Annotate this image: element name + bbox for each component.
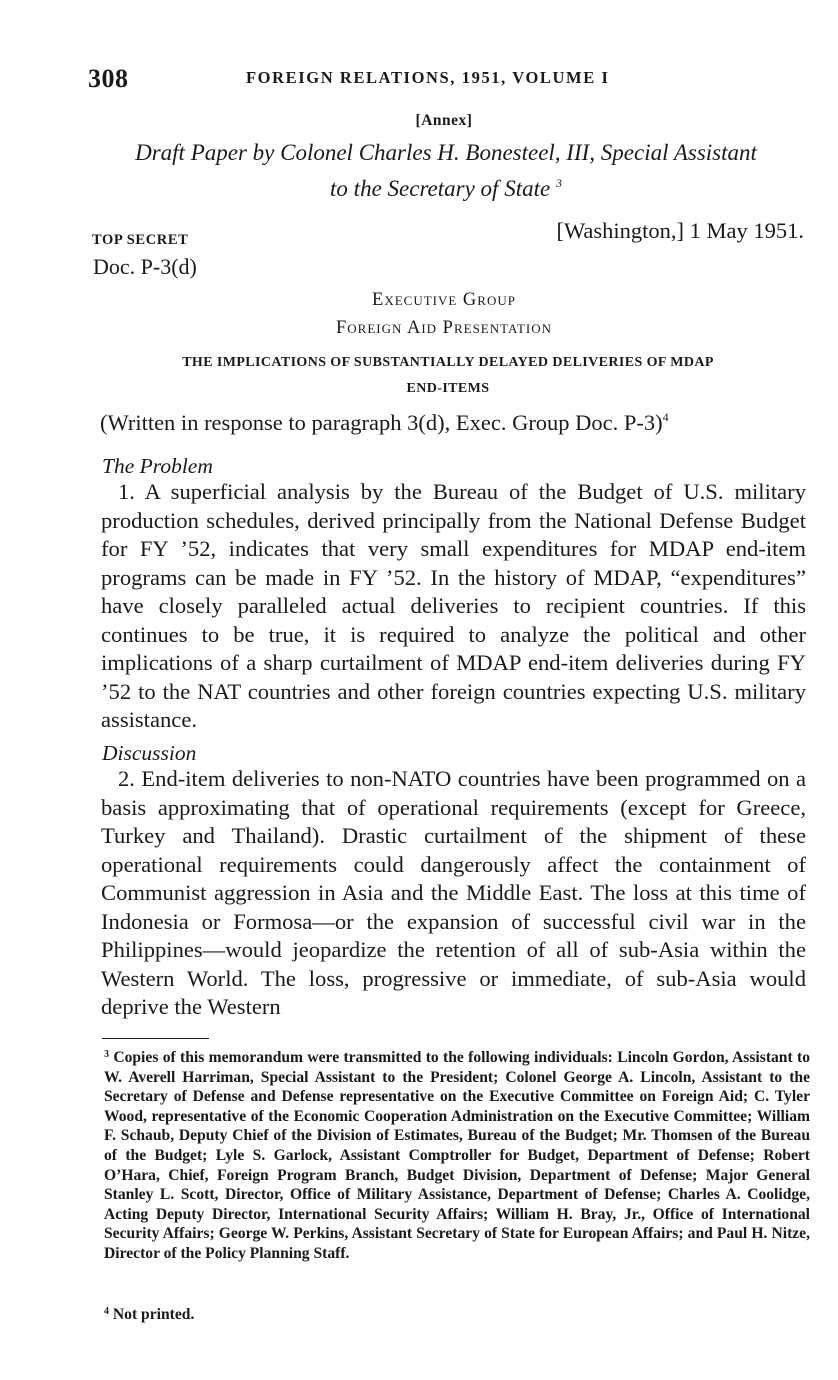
footnote-divider: [102, 1038, 209, 1039]
page-number: 308: [88, 64, 129, 93]
running-title: FOREIGN RELATIONS, 1951, VOLUME I: [246, 68, 610, 87]
response-note-footnote-ref: 4: [662, 410, 669, 424]
title-line-2: [90, 168, 802, 204]
response-note-text: (Written in response to paragraph 3(d), Exec. Group Doc. P-3): [100, 410, 663, 435]
footnote-3-text: Copies of this memorandum were transmitted to the following individuals: Lincoln Gordon, Assistant to W. Averell Harriman, Special Assistant to the President; Colonel George A. Lincoln, Assistant to the Secretary of Defense and Defense representative on the Executive Committee on Foreign Aid; C. Tyler Wood, representative of the Economic Cooperation Administration on the Executive Committee; William F. Schaub, Deputy Chief of the Division of Estimates, Bureau of the Budget; Mr. Thomsen of the Bureau of the Budget; Lyle S. Garlock, Assistant Comptroller for Budget, Department of Defense; Robert O’Hara, Chief, Foreign Program Branch, Budget Division, Department of Defense; Major General Stanley L. Scott, Director, Office of Military Assistance, Department of Defense; Charles A. Coolidge, Acting Deputy Director, International Security Affairs; William H. Bray, Jr., Office of International Security Affairs; George W. Perkins, Assistant Secretary of State for European Affairs; and Paul H. Nitze, Director of the Policy Planning Staff.: [104, 1049, 810, 1262]
title-line-1: Draft Paper by Colonel Charles H. Bonesteel, III, Special Assistant: [135, 140, 757, 165]
footnote-4-text: Not printed.: [112, 1306, 195, 1323]
dateline: [Washington,] 1 May 1951.: [556, 218, 804, 243]
group-line-1: Executive Group: [372, 290, 516, 310]
subject-line-1: THE IMPLICATIONS OF SUBSTANTIALLY DELAYED DELIVERIES OF MDAP: [182, 355, 714, 370]
title-footnote-ref: 3: [555, 176, 562, 190]
paragraph-1: 1. A superficial analysis by the Bureau of the Budget of U.S. military production schedules, derived principally from the National Defense Budget for FY ’52, indicates that very small expenditures for MDAP end-item programs can be made in FY ’52. In the history of MDAP, “expenditures” have closely paralleled actual deliveries to recipient countries. If this continues to be true, it is required to analyze the political and other implications of a sharp curtailment of MDAP end-item deliveries during FY ’52 to the NAT countries and other foreign countries expecting U.S. military assistance.: [101, 479, 806, 732]
group-heading: [0, 286, 838, 342]
document-number: Doc. P-3(d): [93, 254, 197, 279]
response-note: [100, 410, 812, 436]
annex-label: [Annex]: [415, 112, 473, 129]
footnote-3: [104, 1045, 810, 1264]
title-line-2-text: to the Secretary of State: [330, 176, 551, 201]
group-line-2: Foreign Aid Presentation: [335, 318, 553, 338]
footnote-4-mark: 4: [104, 1306, 109, 1317]
section-heading-problem: The Problem: [102, 454, 213, 478]
subject-heading: [112, 350, 784, 402]
page-header: [88, 62, 808, 102]
document-title: [90, 138, 802, 204]
footnote-4: [104, 1302, 810, 1325]
classification-label: TOP SECRET: [92, 232, 189, 248]
footnote-3-mark: 3: [104, 1049, 109, 1060]
subject-line-2: END-ITEMS: [406, 381, 490, 396]
section-heading-discussion: Discussion: [102, 741, 197, 765]
paragraph-2: 2. End-item deliveries to non-NATO countries have been programmed on a basis approximating that of operational requirements (except for Greece, Turkey and Thailand). Drastic curtailment of the shipment of these operational requirements could dangerously affect the containment of Communist aggression in Asia and the Middle East. The loss at this time of Indonesia or Formosa—or the expansion of successful civil war in the Philippines—would jeopardize the retention of all of sub-Asia within the Western World. The loss, progressive or immediate, of sub-Asia would deprive the Western: [101, 766, 806, 1019]
